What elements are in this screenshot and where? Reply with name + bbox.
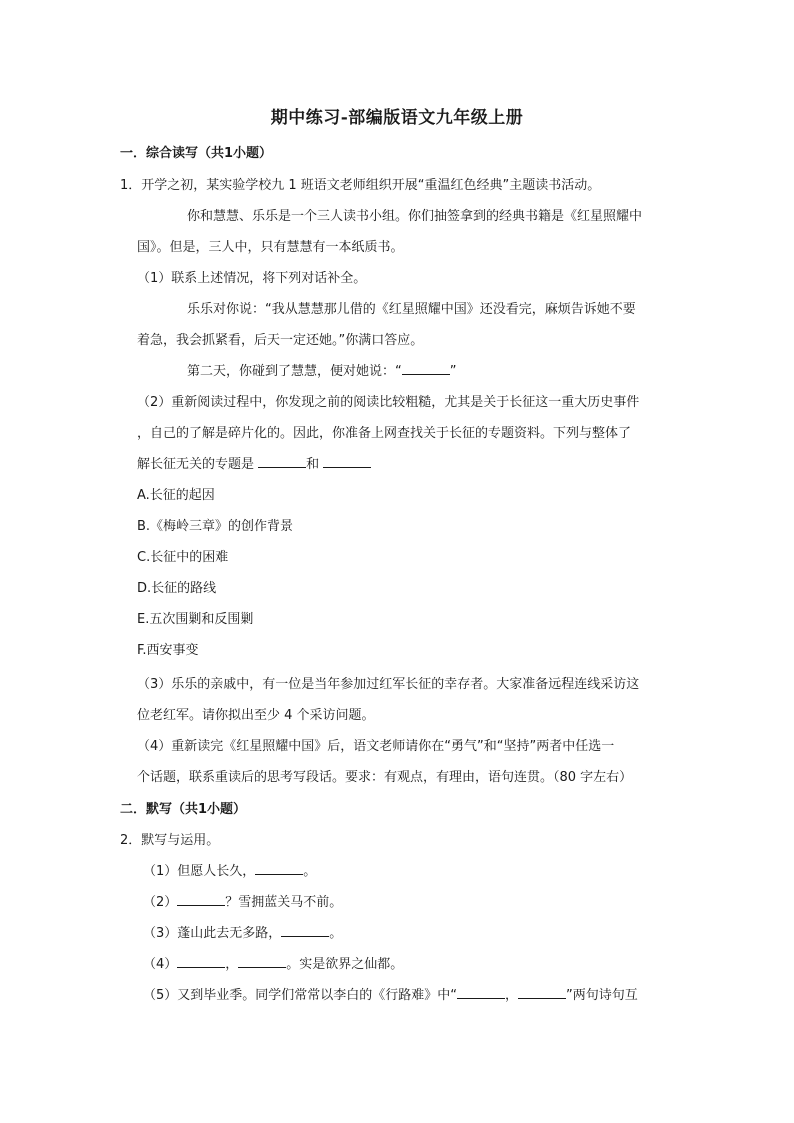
q2-item-4-comma: ， <box>225 957 239 972</box>
q1-part-2-line-1: （2）重新阅读过程中，你发现之前的阅读比较粗糙，尤其是关于长征这一重大历史事件 <box>137 395 640 410</box>
q2-item-1-text: （1）但愿人长久， <box>143 864 256 879</box>
answer-blank[interactable] <box>177 955 225 968</box>
q1-part-2-line-2: ，自己的了解是碎片化的。因此，你准备上网查找关于长征的专题资料。下列与整体了 <box>137 426 632 441</box>
q2-item-5 <box>143 986 638 1006</box>
answer-blank[interactable] <box>457 986 505 999</box>
answer-blank[interactable] <box>323 455 371 468</box>
q2-item-4 <box>143 955 403 975</box>
q1-part-1: （1）联系上述情况，将下列对话补全。 <box>137 271 367 286</box>
q1-dialog-line-3 <box>187 362 457 382</box>
q2-item-5-end: ”两句诗句互 <box>566 988 638 1003</box>
q1-context-line-1: 你和慧慧、乐乐是一个三人读书小组。你们抽签拿到的经典书籍是《红星照耀中 <box>187 209 643 224</box>
page-title: 期中练习-部编版语文九年级上册 <box>270 108 524 128</box>
q1-part-4-line-2: 个话题，联系重读后的思考写段话。要求：有观点，有理由，语句连贯。（80 字左右） <box>137 770 633 785</box>
q1-part-2-and: 和 <box>306 457 320 472</box>
q1-context-line-2: 国》。但是，三人中，只有慧慧有一本纸质书。 <box>137 240 404 255</box>
option-e: E.五次围剿和反围剿 <box>137 612 254 627</box>
q1-dialog-close-quote: ” <box>449 364 457 379</box>
q1-part-2-line-3 <box>137 455 371 475</box>
section-heading-2: 二．默写（共1小题） <box>120 802 247 817</box>
section-heading-1: 一．综合读写（共1小题） <box>120 146 273 161</box>
q2-item-4-text: 。实是欲界之仙都。 <box>286 957 404 972</box>
q2-item-5-comma: ， <box>505 988 519 1003</box>
q2-item-1 <box>143 862 316 882</box>
q1-part-4-line-1: （4）重新读完《红星照耀中国》后，语文老师请你在“勇气”和“坚持”两者中任选一 <box>137 739 615 754</box>
answer-blank[interactable] <box>258 455 306 468</box>
q2-item-2 <box>143 893 342 913</box>
answer-blank[interactable] <box>402 362 450 375</box>
q2-item-1-end: 。 <box>303 864 317 879</box>
q2-item-3 <box>143 924 342 944</box>
option-c: C.长征中的困难 <box>137 550 229 565</box>
answer-blank[interactable] <box>238 955 286 968</box>
q1-part-2-prompt: 解长征无关的专题是 <box>137 457 255 472</box>
q2-item-3-text: （3）蓬山此去无多路， <box>143 926 282 941</box>
q2-item-4-number: （4） <box>143 957 178 972</box>
q2-item-2-number: （2） <box>143 895 178 910</box>
q1-part-3-line-2: 位老红军。请你拟出至少 4 个采访问题。 <box>137 708 375 723</box>
option-f: F.西安事变 <box>137 643 199 658</box>
option-a: A.长征的起因 <box>137 488 215 503</box>
q2-item-3-end: 。 <box>329 926 343 941</box>
q2-item-2-text: ？雪拥蓝关马不前。 <box>225 895 343 910</box>
q2-item-5-text: （5）又到毕业季。同学们常常以李白的《行路难》中“ <box>143 988 458 1003</box>
answer-blank[interactable] <box>518 986 566 999</box>
question-2-stem: 2．默写与运用。 <box>120 833 220 848</box>
answer-blank[interactable] <box>255 862 303 875</box>
answer-blank[interactable] <box>177 893 225 906</box>
answer-blank[interactable] <box>281 924 329 937</box>
question-1-stem: 1．开学之初，某实验学校九 1 班语文老师组织开展“重温红色经典”主题读书活动。 <box>120 178 601 193</box>
q1-part-3-line-1: （3）乐乐的亲戚中，有一位是当年参加过红军长征的幸存者。大家准备远程连线采访这 <box>137 677 640 692</box>
option-b: B.《梅岭三章》的创作背景 <box>137 519 294 534</box>
q1-dialog-line-1: 乐乐对你说：“我从慧慧那儿借的《红星照耀中国》还没看完，麻烦告诉她不要 <box>187 302 636 317</box>
q1-dialog-line-3-text: 第二天，你碰到了慧慧，便对她说：“ <box>187 364 402 379</box>
option-d: D.长征的路线 <box>137 581 217 596</box>
q1-dialog-line-2: 着急，我会抓紧看，后天一定还她。”你满口答应。 <box>137 333 424 348</box>
